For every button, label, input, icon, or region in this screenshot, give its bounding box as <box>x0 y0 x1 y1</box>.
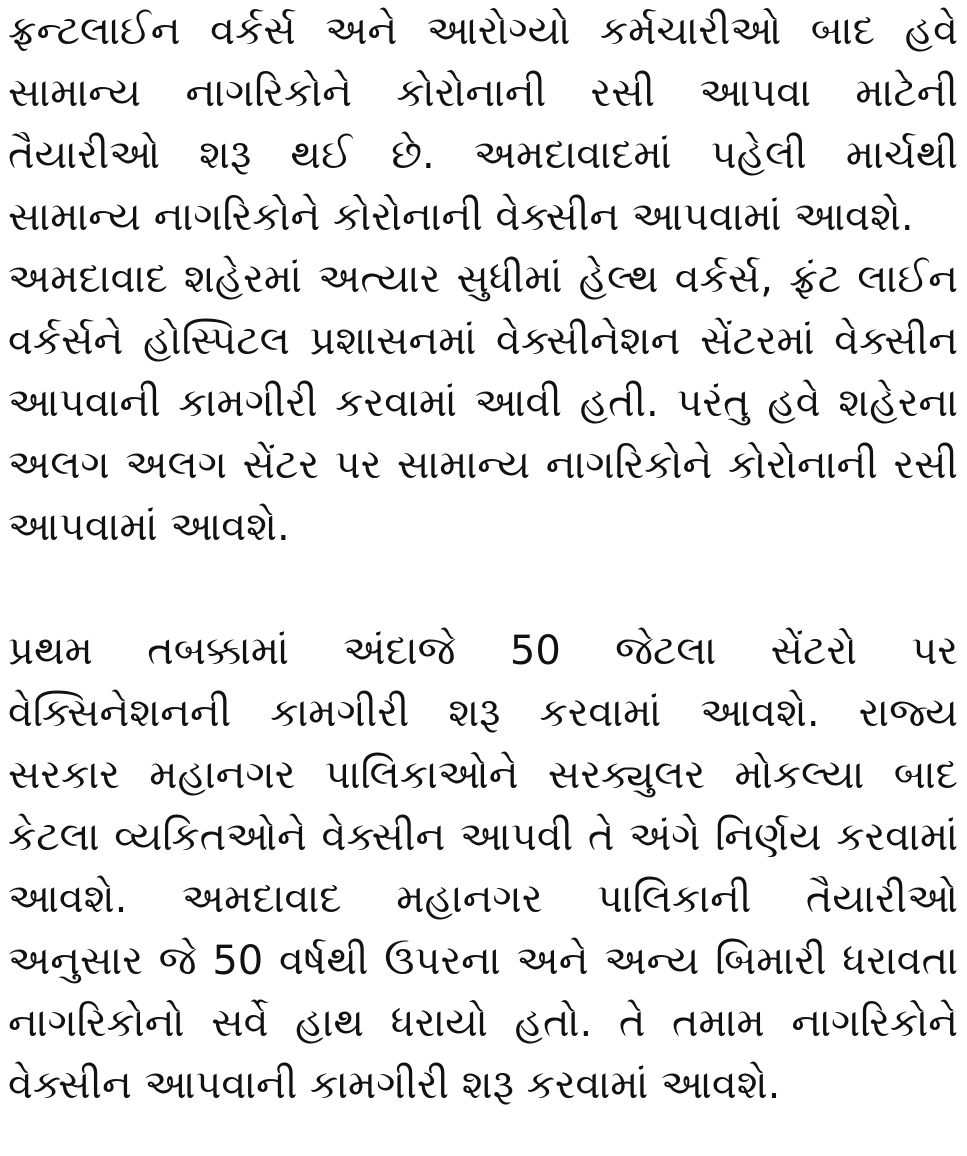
text-line: સરકાર મહાનગર પાલિકાઓને સરક્યુલર મોકલ્યા બાદ <box>8 752 958 798</box>
text-line: સામાન્ય નાગરિકોને કોરોનાની રસી આપવા માટેની <box>8 70 958 116</box>
text-line: અલગ અલગ સેંટર પર સામાન્ય નાગરિકોને કોરોનાની રસી <box>8 442 958 488</box>
text-line: આપવાની કામગીરી કરવામાં આવી હતી. પરંતુ હવે શહેરના <box>8 380 958 426</box>
article-body <box>8 0 958 1116</box>
text-line: આવશે. અમદાવાદ મહાનગર પાલિકાની તૈયારીઓ <box>8 876 958 922</box>
text-line: તૈયારીઓ શરૂ થઈ છે. અમદાવાદમાં પહેલી માર્ચથી <box>8 132 958 178</box>
text-line: પ્રથમ તબક્કામાં અંદાજે 50 જેટલા સેંટરો પર <box>8 628 958 674</box>
text-line: વેક્સીન આપવાની કામગીરી શરૂ કરવામાં આવશે. <box>8 1062 781 1108</box>
text-line: નાગરિકોનો સર્વે હાથ ધરાયો હતો. તે તમામ નાગરિકોને <box>8 1000 958 1046</box>
text-line: વેક્સિનેશનની કામગીરી શરૂ કરવામાં આવશે. રાજ્ય <box>8 690 958 736</box>
paragraph-1 <box>8 0 958 558</box>
paragraph-2 <box>8 620 958 1116</box>
text-line: અમદાવાદ શહેરમાં અત્યાર સુધીમાં હેલ્થ વર્કર્સ, ફ્રંટ લાઈન <box>8 256 958 302</box>
text-line: અનુસાર જે 50 વર્ષથી ઉપરના અને અન્ય બિમારી ધરાવતા <box>8 938 958 984</box>
text-line: ફ્રન્ટલાઈન વર્કર્સ અને આરોગ્યો કર્મચારીઓ બાદ હવે <box>8 8 958 54</box>
text-line: વર્કર્સને હોસ્પિટલ પ્રશાસનમાં વેક્સીનેશન સેંટરમાં વેક્સીન <box>8 318 958 364</box>
text-line: કેટલા વ્યકિતઓને વેક્સીન આપવી તે અંગે નિર્ણય કરવામાં <box>8 814 958 860</box>
text-line: સામાન્ય નાગરિકોને કોરોનાની વેક્સીન આપવામાં આવશે. <box>8 194 914 240</box>
paragraph-gap <box>8 558 958 620</box>
text-line: આપવામાં આવશે. <box>8 504 290 550</box>
